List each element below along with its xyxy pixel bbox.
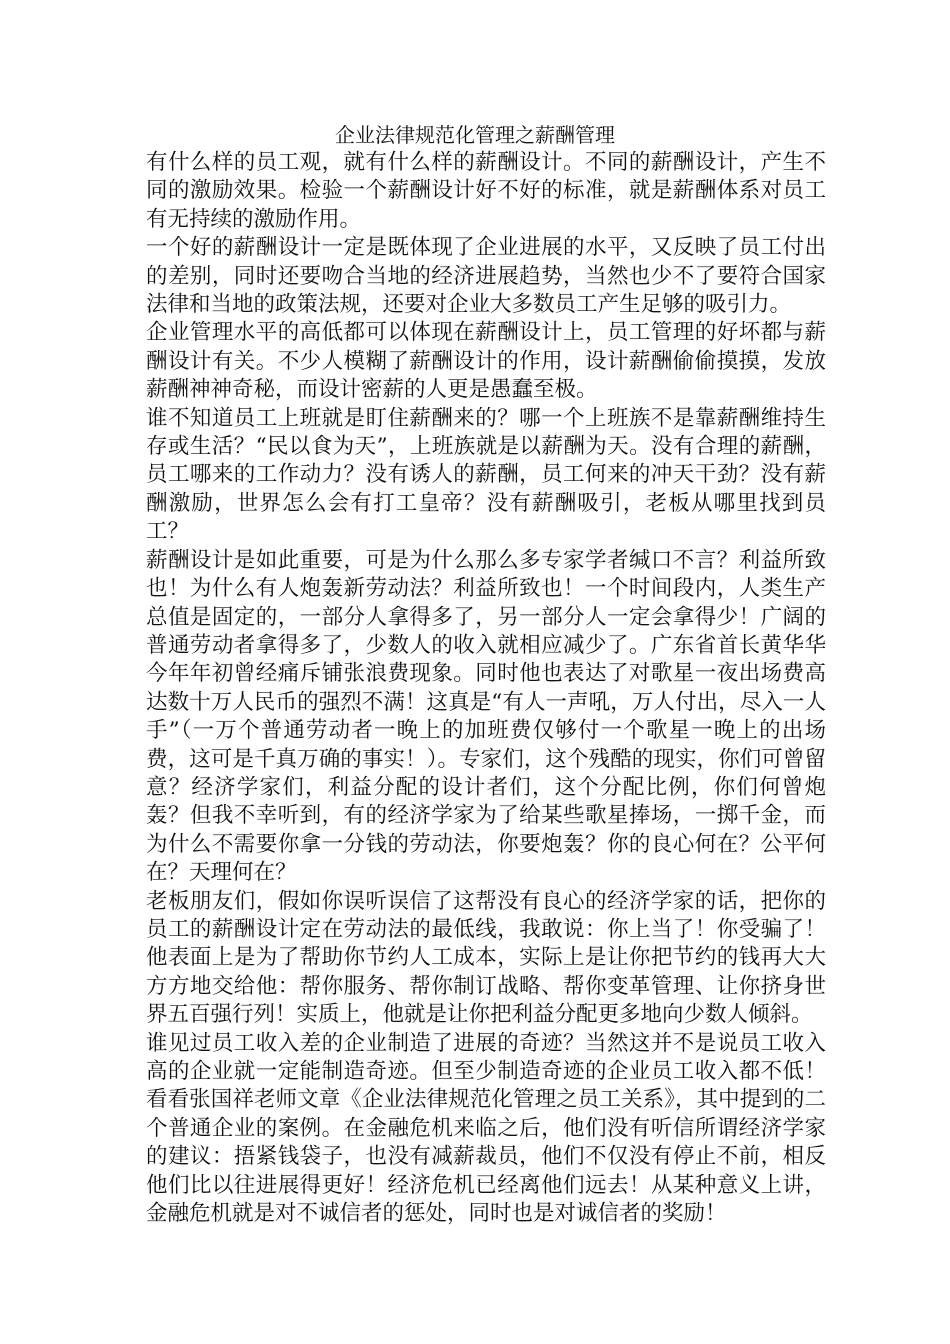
paragraph: 企业管理水平的高低都可以体现在薪酬设计上，员工管理的好坏都与薪酬设计有关。不少人模糊了薪酬设计的作用，设计薪酬偷偷摸摸，发放薪酬神神奇秘，而设计密薪的人更是愚蠢至极。 (146, 320, 826, 403)
paragraph: 薪酬设计是如此重要，可是为什么那么多专家学者缄口不言？利益所致也！为什么有人炮轰新劳动法？利益所致也！一个时间段内，人类生产总值是固定的，一部分人拿得多了，另一部分人一定会拿得少！广阔的普通劳动者拿得多了，少数人的收入就相应减少了。广东省首长黄华华今年年初曾经痛斥铺张浪费现象。同时他也表达了对歌星一夜出场费高达数十万人民币的强烈不满！这真是“有人一声吼，万人付出，尽入一人手”（一万个普通劳动者一晚上的加班费仅够付一个歌星一晚上的出场费，这可是千真万确的事实！）。专家们，这个残酷的现实，你们可曾留意？经济学家们，利益分配的设计者们，这个分配比例，你们何曾炮轰？但我不幸听到，有的经济学家为了给某些歌星捧场，一掷千金，而为什么不需要你拿一分钱的劳动法，你要炮轰？你的良心何在？公平何在？天理何在？ (146, 547, 826, 886)
paragraph: 老板朋友们，假如你误听误信了这帮没有良心的经济学家的话，把你的员工的薪酬设计定在劳动法的最低线，我敢说：你上当了！你受骗了！他表面上是为了帮助你节约人工成本，实际上是让你把节约的钱再大大方方地交给他：帮你服务、帮你制订战略、帮你变革管理、让你挤身世界五百强行列！实质上，他就是让你把利益分配更多地向少数人倾斜。 (146, 888, 826, 1028)
document-body (146, 149, 826, 1228)
paragraph: 有什么样的员工观，就有什么样的薪酬设计。不同的薪酬设计，产生不同的激励效果。检验一个薪酬设计好不好的标准，就是薪酬体系对员工有无持续的激励作用。 (146, 150, 826, 232)
paragraph: 谁见过员工收入差的企业制造了进展的奇迹？当然这并不是说员工收入高的企业就一定能制造奇迹。但至少制造奇迹的企业员工收入都不低！看看张国祥老师文章《企业法律规范化管理之员工关系》，其中提到的二个普通企业的案例。在金融危机来临之后，他们没有听信所谓经济学家的建议：捂紧钱袋子，也没有减薪裁员，他们不仅没有停止不前，相反他们比以往进展得更好！经济危机已经离他们远去！从某种意义上讲，金融危机就是对不诚信者的惩处，同时也是对诚信者的奖励！ (146, 1030, 826, 1227)
document-title: 企业法律规范化管理之薪酬管理 (335, 123, 615, 147)
paragraph: 谁不知道员工上班就是盯住薪酬来的？哪一个上班族不是靠薪酬维持生存或生活？“民以食为天”，上班族就是以薪酬为天。没有合理的薪酬，员工哪来的工作动力？没有诱人的薪酬，员工何来的冲天干劲？没有薪酬激励，世界怎么会有打工皇帝？没有薪酬吸引，老板从哪里找到员工？ (146, 405, 826, 545)
paragraph: 一个好的薪酬设计一定是既体现了企业进展的水平，又反映了员工付出的差别，同时还要吻合当地的经济进展趋势，当然也少不了要符合国家法律和当地的政策法规，还要对企业大多数员工产生足够的吸引力。 (146, 235, 826, 318)
